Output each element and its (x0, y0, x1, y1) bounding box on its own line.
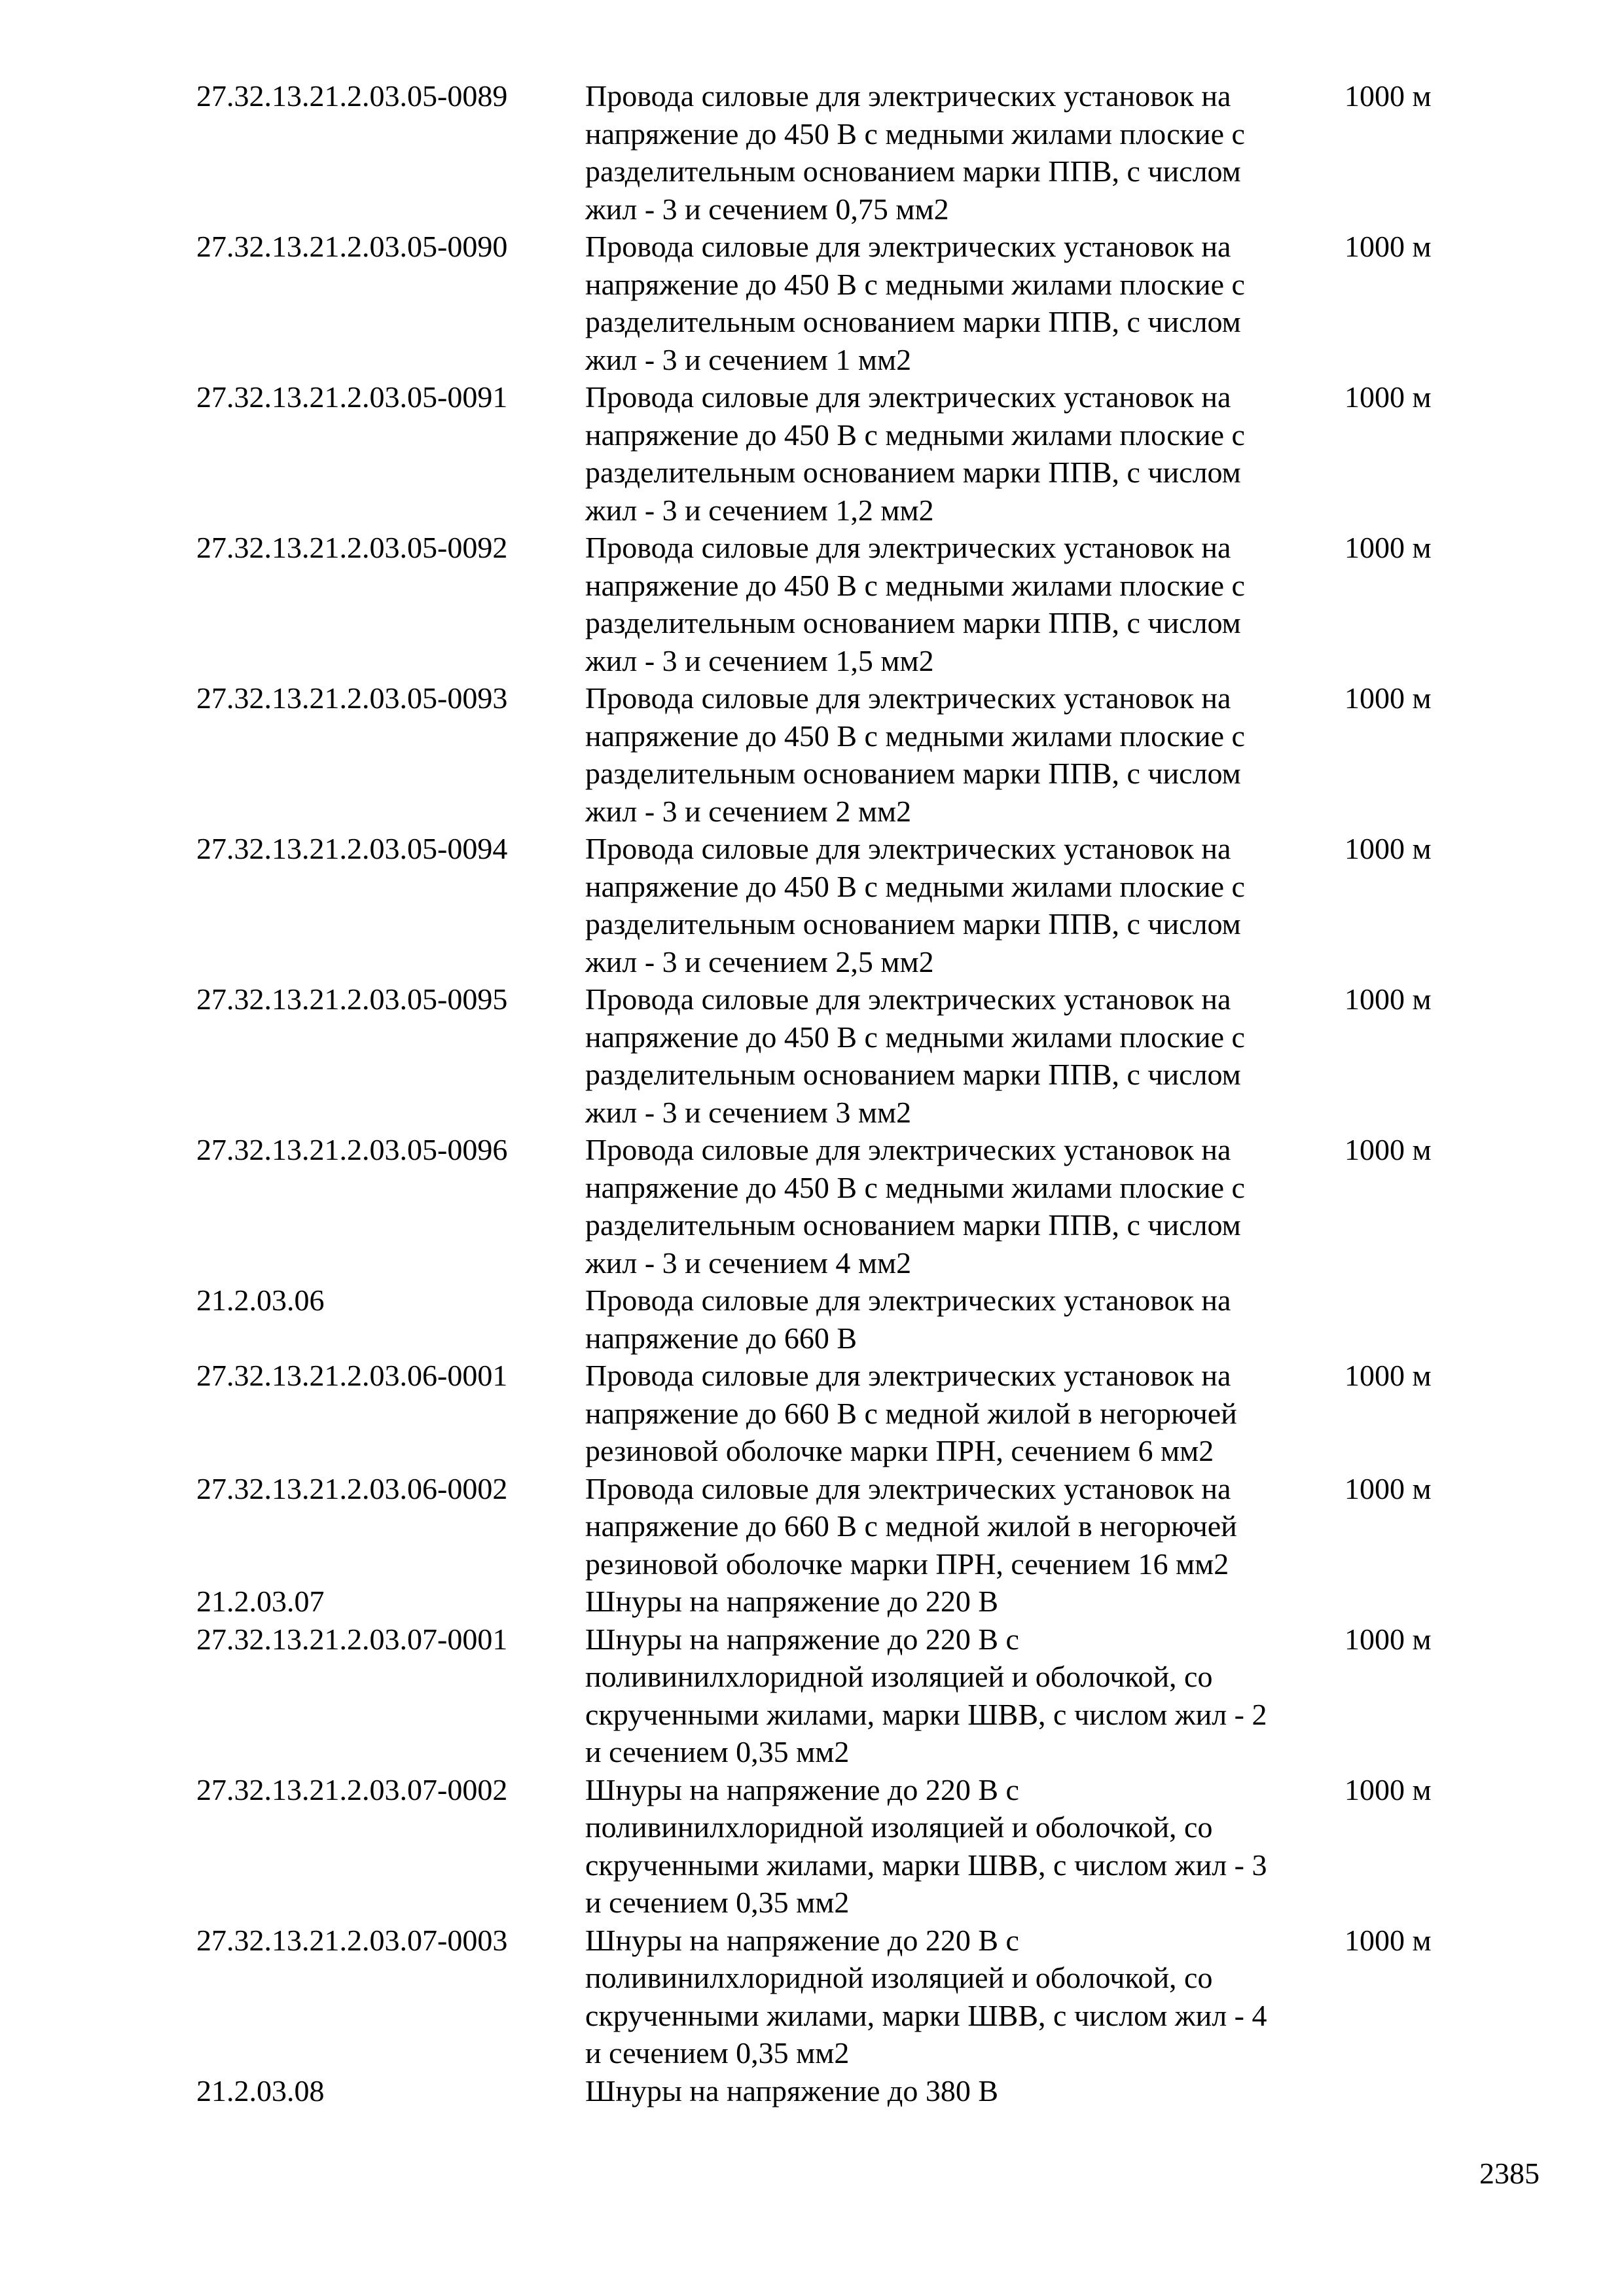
row-code: 27.32.13.21.2.03.07-0002 (196, 1772, 508, 1806)
table-row (196, 529, 1479, 679)
table-row (196, 830, 1479, 980)
description-line: Провода силовые для электрических установок на (585, 380, 1231, 414)
row-code: 21.2.03.06 (196, 1283, 325, 1317)
description-line: напряжение до 450 В с медными жилами плоские с (585, 568, 1245, 602)
description-line: напряжение до 450 В с медными жилами плоские с (585, 117, 1245, 151)
description-line: напряжение до 660 В с медной жилой в негорючей (585, 1396, 1237, 1430)
description-line: Провода силовые для электрических установок на (585, 230, 1231, 263)
description-line: скрученными жилами, марки ШВВ, с числом жил - 2 (585, 1697, 1267, 1731)
description-line: напряжение до 450 В с медными жилами плоские с (585, 267, 1245, 301)
row-unit: 1000 м (1344, 79, 1432, 113)
document-page (196, 77, 1479, 2109)
row-description (585, 1583, 1344, 1621)
description-line: Провода силовые для электрических установок на (585, 1359, 1231, 1392)
row-unit: 1000 м (1344, 982, 1432, 1016)
description-line: жил - 3 и сечением 0,75 мм2 (585, 192, 949, 226)
row-description (585, 1771, 1344, 1922)
description-line: напряжение до 450 В с медными жилами плоские с (585, 719, 1245, 753)
description-line: жил - 3 и сечением 1,5 мм2 (585, 643, 934, 677)
row-description (585, 980, 1344, 1131)
row-code: 27.32.13.21.2.03.05-0089 (196, 79, 508, 113)
page-number: 2385 (1479, 2157, 1540, 2190)
description-line: Провода силовые для электрических установок на (585, 1133, 1231, 1166)
row-code: 27.32.13.21.2.03.05-0095 (196, 982, 508, 1016)
table-row (196, 77, 1479, 228)
table-row (196, 228, 1479, 378)
description-line: напряжение до 450 В с медными жилами плоские с (585, 1170, 1245, 1204)
description-line: поливинилхлоридной изоляцией и оболочкой, со (585, 1810, 1213, 1844)
table-row (196, 2072, 1479, 2110)
description-line: Шнуры на напряжение до 220 В с (585, 1923, 1019, 1957)
table-row (196, 679, 1479, 830)
description-line: и сечением 0,35 мм2 (585, 2036, 850, 2070)
description-line: Провода силовые для электрических установок на (585, 1283, 1231, 1317)
row-description (585, 1922, 1344, 2072)
row-unit: 1000 м (1344, 832, 1432, 865)
row-description (585, 2072, 1344, 2110)
row-unit: 1000 м (1344, 1471, 1432, 1505)
row-code: 27.32.13.21.2.03.05-0094 (196, 832, 508, 865)
row-unit: 1000 м (1344, 1923, 1432, 1957)
description-line: напряжение до 660 В (585, 1321, 857, 1355)
description-line: Шнуры на напряжение до 380 В (585, 2073, 998, 2108)
description-line: Провода силовые для электрических установок на (585, 832, 1231, 865)
description-line: Провода силовые для электрических установок на (585, 681, 1231, 715)
table-row (196, 1583, 1479, 1621)
description-line: напряжение до 450 В с медными жилами плоские с (585, 1020, 1245, 1054)
description-line: жил - 3 и сечением 1,2 мм2 (585, 493, 934, 527)
description-line: Провода силовые для электрических установок на (585, 1471, 1231, 1505)
row-code: 27.32.13.21.2.03.07-0003 (196, 1923, 508, 1957)
description-line: и сечением 0,35 мм2 (585, 1886, 850, 1919)
table-row (196, 1131, 1479, 1282)
table-row (196, 1357, 1479, 1470)
description-line: разделительным основанием марки ППВ, с числом (585, 154, 1241, 188)
row-unit: 1000 м (1344, 230, 1432, 263)
description-line: разделительным основанием марки ППВ, с числом (585, 1058, 1241, 1091)
table-row (196, 1470, 1479, 1583)
description-line: жил - 3 и сечением 2,5 мм2 (585, 944, 934, 978)
description-line: и сечением 0,35 мм2 (585, 1735, 850, 1768)
row-unit: 1000 м (1344, 1359, 1432, 1392)
description-line: жил - 3 и сечением 2 мм2 (585, 794, 912, 828)
row-description (585, 228, 1344, 378)
resource-table (196, 77, 1479, 2109)
row-description (585, 529, 1344, 679)
description-line: разделительным основанием марки ППВ, с числом (585, 456, 1241, 489)
description-line: Шнуры на напряжение до 220 В с (585, 1622, 1019, 1656)
table-row (196, 378, 1479, 529)
description-line: жил - 3 и сечением 1 мм2 (585, 342, 912, 376)
description-line: напряжение до 660 В с медной жилой в негорючей (585, 1509, 1237, 1543)
description-line: разделительным основанием марки ППВ, с числом (585, 907, 1241, 941)
row-code: 27.32.13.21.2.03.07-0001 (196, 1622, 508, 1656)
description-line: поливинилхлоридной изоляцией и оболочкой, со (585, 1660, 1213, 1693)
description-line: Провода силовые для электрических установок на (585, 79, 1231, 113)
description-line: разделительным основанием марки ППВ, с числом (585, 606, 1241, 639)
description-line: напряжение до 450 В с медными жилами плоские с (585, 869, 1245, 903)
row-code: 21.2.03.08 (196, 2073, 325, 2108)
row-description (585, 378, 1344, 529)
description-line: жил - 3 и сечением 3 мм2 (585, 1095, 912, 1129)
row-unit: 1000 м (1344, 681, 1432, 715)
table-row (196, 1621, 1479, 1771)
description-line: Шнуры на напряжение до 220 В (585, 1585, 998, 1618)
row-unit: 1000 м (1344, 531, 1432, 564)
table-row (196, 1282, 1479, 1357)
description-line: резиновой оболочке марки ПРН, сечением 16 мм2 (585, 1547, 1229, 1581)
description-line: поливинилхлоридной изоляцией и оболочкой, со (585, 1961, 1213, 1994)
description-line: скрученными жилами, марки ШВВ, с числом жил - 3 (585, 1848, 1267, 1882)
description-line: Провода силовые для электрических установок на (585, 531, 1231, 564)
row-code: 27.32.13.21.2.03.05-0091 (196, 380, 508, 414)
row-unit: 1000 м (1344, 1133, 1432, 1166)
description-line: скрученными жилами, марки ШВВ, с числом жил - 4 (585, 1998, 1267, 2032)
description-line: разделительным основанием марки ППВ, с числом (585, 1208, 1241, 1242)
description-line: Шнуры на напряжение до 220 В с (585, 1772, 1019, 1806)
row-unit: 1000 м (1344, 1622, 1432, 1656)
description-line: Провода силовые для электрических установок на (585, 982, 1231, 1016)
description-line: жил - 3 и сечением 4 мм2 (585, 1246, 912, 1280)
description-line: резиновой оболочке марки ПРН, сечением 6 мм2 (585, 1434, 1214, 1467)
row-unit: 1000 м (1344, 1772, 1432, 1806)
row-code: 27.32.13.21.2.03.05-0093 (196, 681, 508, 715)
row-description (585, 1282, 1344, 1357)
row-description (585, 679, 1344, 830)
row-code: 27.32.13.21.2.03.05-0096 (196, 1133, 508, 1166)
row-description (585, 1131, 1344, 1282)
description-line: напряжение до 450 В с медными жилами плоские с (585, 418, 1245, 452)
table-row (196, 1771, 1479, 1922)
description-line: разделительным основанием марки ППВ, с числом (585, 305, 1241, 338)
row-description (585, 1357, 1344, 1470)
row-code: 27.32.13.21.2.03.05-0090 (196, 230, 508, 263)
row-description (585, 830, 1344, 980)
row-description (585, 1621, 1344, 1771)
table-row (196, 980, 1479, 1131)
description-line: разделительным основанием марки ППВ, с числом (585, 757, 1241, 790)
row-unit: 1000 м (1344, 380, 1432, 414)
row-code: 27.32.13.21.2.03.06-0001 (196, 1359, 508, 1392)
row-description (585, 77, 1344, 228)
row-description (585, 1470, 1344, 1583)
row-code: 21.2.03.07 (196, 1585, 325, 1618)
table-row (196, 1922, 1479, 2072)
row-code: 27.32.13.21.2.03.05-0092 (196, 531, 508, 564)
row-code: 27.32.13.21.2.03.06-0002 (196, 1471, 508, 1505)
